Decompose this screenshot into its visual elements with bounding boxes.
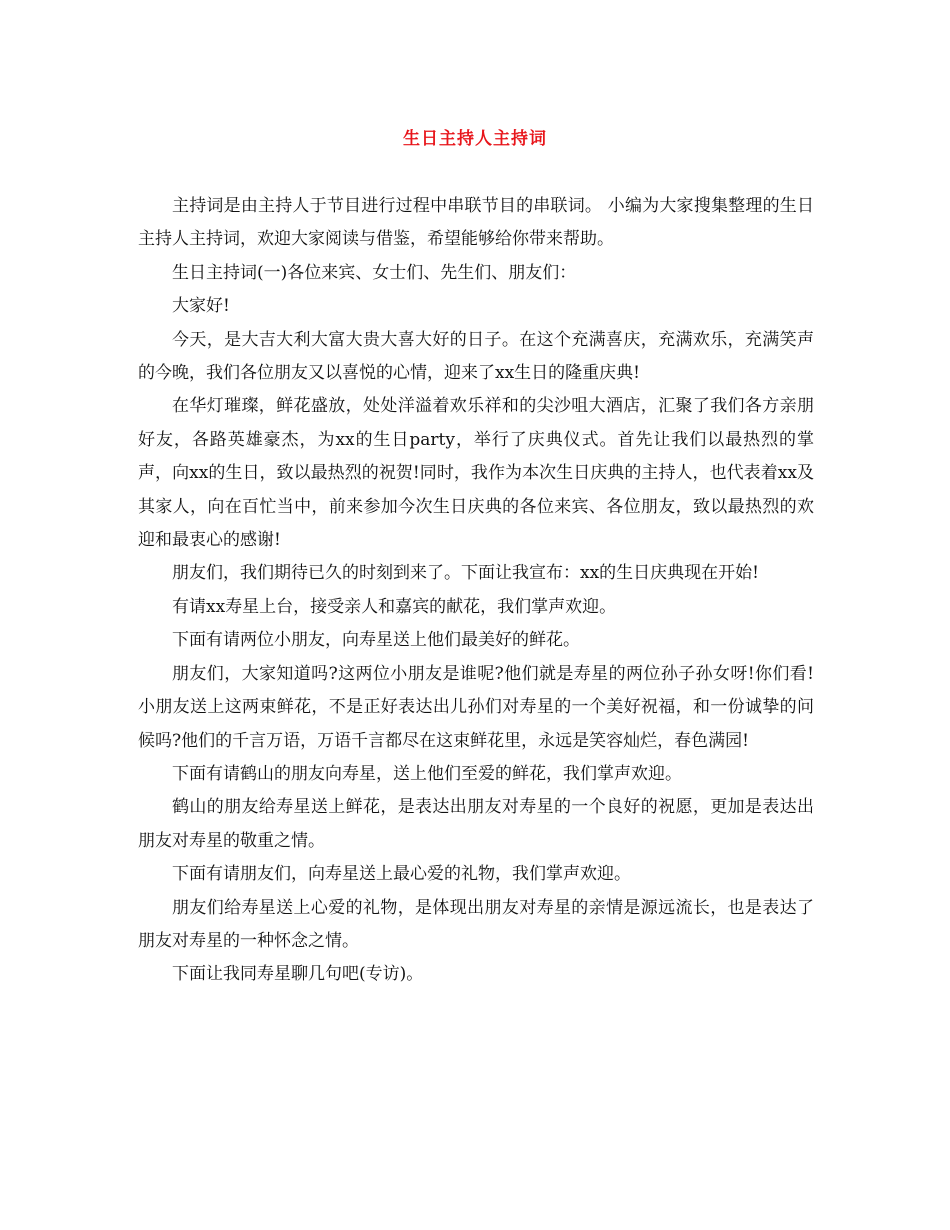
paragraph: 大家好! [172,296,230,317]
paragraph: 朋友们，大家知道吗?这两位小朋友是谁呢?他们就是寿星的两位孙子孙女呀!你们看!小朋友送上这两束鲜花，不是正好表达出儿孙们对寿星的一个美好祝福，和一份诚挚的问候吗?他们的千言万语，万语千言都尽在这束鲜花里，永远是笑容灿烂，春色满园! [138,663,814,751]
paragraph: 今天，是大吉大利大富大贵大喜大好的日子。在这个充满喜庆，充满欢乐，充满笑声的今晚，我们各位朋友又以喜悦的心情，迎来了xx生日的隆重庆典! [138,329,814,384]
document-body [138,190,814,992]
paragraph: 下面有请鹤山的朋友向寿星，送上他们至爱的鲜花，我们掌声欢迎。 [172,763,682,784]
paragraph: 在华灯璀璨，鲜花盛放，处处洋溢着欢乐祥和的尖沙咀大酒店，汇聚了我们各方亲朋好友，各路英雄豪杰，为xx的生日party，举行了庆典仪式。首先让我们以最热烈的掌声，向xx的生日，致以最热烈的祝贺!同时，我作为本次生日庆典的主持人，也代表着xx及其家人，向在百忙当中，前来参加今次生日庆典的各位来宾、各位朋友，致以最热烈的欢迎和最衷心的感谢! [138,396,814,551]
paragraph: 有请xx寿星上台，接受亲人和嘉宾的献花，我们掌声欢迎。 [172,596,617,617]
paragraph: 下面有请朋友们，向寿星送上最心爱的礼物，我们掌声欢迎。 [172,864,631,885]
paragraph: 生日主持词(一)各位来宾、女士们、先生们、朋友们： [172,262,577,283]
paragraph: 朋友们给寿星送上心爱的礼物，是体现出朋友对寿星的亲情是源远流长，也是表达了朋友对寿星的一种怀念之情。 [138,897,814,951]
paragraph: 朋友们，我们期待已久的时刻到来了。下面让我宣布：xx的生日庆典现在开始! [172,563,760,584]
paragraph: 下面有请两位小朋友，向寿星送上他们最美好的鲜花。 [172,630,580,651]
paragraph: 主持词是由主持人于节目进行过程中串联节目的串联词。 小编为大家搜集整理的生日主持人主持词，欢迎大家阅读与借鉴，希望能够给你带来帮助。 [138,196,814,250]
document-title: 生日主持人主持词 [403,129,547,149]
paragraph: 鹤山的朋友给寿星送上鲜花，是表达出朋友对寿星的一个良好的祝愿，更加是表达出朋友对寿星的敬重之情。 [138,797,814,851]
paragraph: 下面让我同寿星聊几句吧(专访)。 [172,964,424,985]
